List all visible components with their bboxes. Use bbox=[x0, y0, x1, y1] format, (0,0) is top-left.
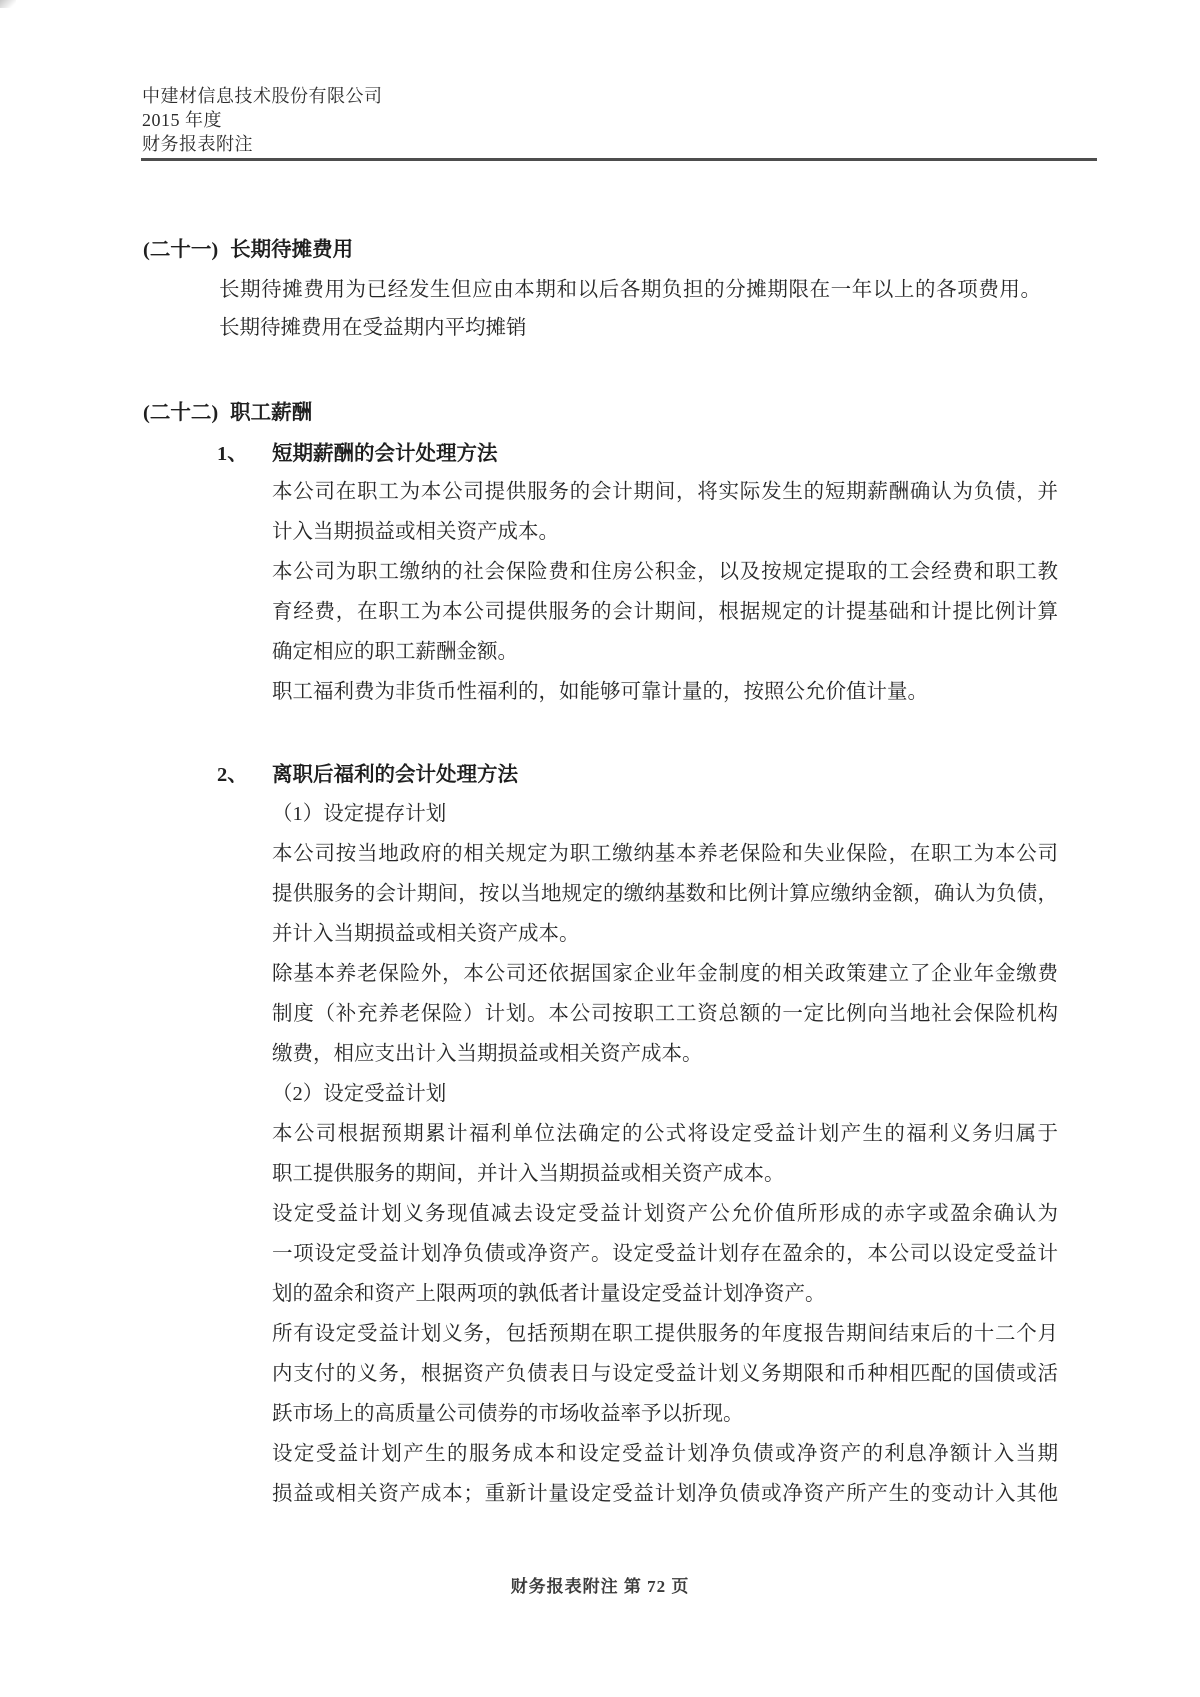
subsection-2-number: 2、 bbox=[217, 764, 248, 786]
section-22-heading bbox=[143, 399, 312, 427]
paragraph-line: 提供服务的会计期间，按以当地规定的缴纳基数和比例计算应缴纳金额，确认为负债， bbox=[272, 883, 1058, 905]
subsection-1-body bbox=[272, 472, 1058, 712]
paragraph-line: 除基本养老保险外，本公司还依据国家企业年金制度的相关政策建立了企业年金缴费 bbox=[272, 963, 1058, 985]
paragraph-line: 职工提供服务的期间，并计入当期损益或相关资产成本。 bbox=[272, 1163, 785, 1185]
section-21-title: 长期待摊费用 bbox=[230, 239, 354, 261]
paragraph-line: （1）设定提存计划 bbox=[272, 803, 447, 825]
paragraph-line: 本公司根据预期累计福利单位法确定的公式将设定受益计划产生的福利义务归属于 bbox=[272, 1123, 1058, 1145]
paragraph-line: （2）设定受益计划 bbox=[272, 1083, 447, 1105]
page-header bbox=[142, 84, 383, 156]
paragraph-line: 本公司在职工为本公司提供服务的会计期间，将实际发生的短期薪酬确认为负债，并 bbox=[272, 481, 1058, 503]
paragraph-line: 损益或相关资产成本；重新计量设定受益计划净负债或净资产所产生的变动计入其他 bbox=[272, 1483, 1058, 1505]
subsection-2-heading bbox=[217, 761, 518, 789]
header-rule bbox=[141, 158, 1097, 161]
report-year: 2015 年度 bbox=[142, 110, 222, 130]
paragraph-line: 缴费，相应支出计入当期损益或相关资产成本。 bbox=[272, 1043, 703, 1065]
section-21-heading bbox=[143, 236, 353, 264]
paragraph-line: 设定受益计划义务现值减去设定受益计划资产公允价值所形成的赤字或盈余确认为 bbox=[272, 1203, 1058, 1225]
paragraph-line: 职工福利费为非货币性福利的，如能够可靠计量的，按照公允价值计量。 bbox=[272, 681, 928, 703]
paragraph-line: 长期待摊费用为已经发生但应由本期和以后各期负担的分摊期限在一年以上的各项费用。 bbox=[219, 279, 1041, 301]
subsection-2-body bbox=[272, 794, 1058, 1514]
paragraph-line: 本公司为职工缴纳的社会保险费和住房公积金，以及按规定提取的工会经费和职工教 bbox=[272, 561, 1058, 583]
subsection-2-title: 离职后福利的会计处理方法 bbox=[272, 764, 518, 786]
paragraph-line: 长期待摊费用在受益期内平均摊销 bbox=[219, 317, 527, 339]
page-footer: 财务报表附注 第 72 页 bbox=[510, 1577, 690, 1596]
paragraph-line: 内支付的义务，根据资产负债表日与设定受益计划义务期限和币种相匹配的国债或活 bbox=[272, 1363, 1058, 1385]
section-21-body bbox=[219, 271, 1041, 347]
document-title: 财务报表附注 bbox=[142, 134, 253, 154]
paragraph-line: 确定相应的职工薪酬金额。 bbox=[272, 641, 518, 663]
subsection-1-title: 短期薪酬的会计处理方法 bbox=[272, 443, 498, 465]
paragraph-line: 一项设定受益计划净负债或净资产。设定受益计划存在盈余的，本公司以设定受益计 bbox=[272, 1243, 1058, 1265]
scan-artifact bbox=[0, 0, 16, 8]
paragraph-line: 并计入当期损益或相关资产成本。 bbox=[272, 923, 580, 945]
section-21-number: (二十一) bbox=[143, 239, 219, 261]
paragraph-line: 计入当期损益或相关资产成本。 bbox=[272, 521, 559, 543]
paragraph-line: 跃市场上的高质量公司债券的市场收益率予以折现。 bbox=[272, 1403, 744, 1425]
paragraph-line: 本公司按当地政府的相关规定为职工缴纳基本养老保险和失业保险，在职工为本公司 bbox=[272, 843, 1058, 865]
paragraph-line: 划的盈余和资产上限两项的孰低者计量设定受益计划净资产。 bbox=[272, 1283, 826, 1305]
paragraph-line: 制度（补充养老保险）计划。本公司按职工工资总额的一定比例向当地社会保险机构 bbox=[272, 1003, 1058, 1025]
subsection-1-heading bbox=[217, 440, 498, 468]
paragraph-line: 所有设定受益计划义务，包括预期在职工提供服务的年度报告期间结束后的十二个月 bbox=[272, 1323, 1058, 1345]
paragraph-line: 设定受益计划产生的服务成本和设定受益计划净负债或净资产的利息净额计入当期 bbox=[272, 1443, 1058, 1465]
subsection-1-number: 1、 bbox=[217, 443, 248, 465]
paragraph-line: 育经费，在职工为本公司提供服务的会计期间，根据规定的计提基础和计提比例计算 bbox=[272, 601, 1058, 623]
company-name: 中建材信息技术股份有限公司 bbox=[142, 86, 383, 106]
section-22-number: (二十二) bbox=[143, 402, 219, 424]
section-22-title: 职工薪酬 bbox=[230, 402, 313, 424]
